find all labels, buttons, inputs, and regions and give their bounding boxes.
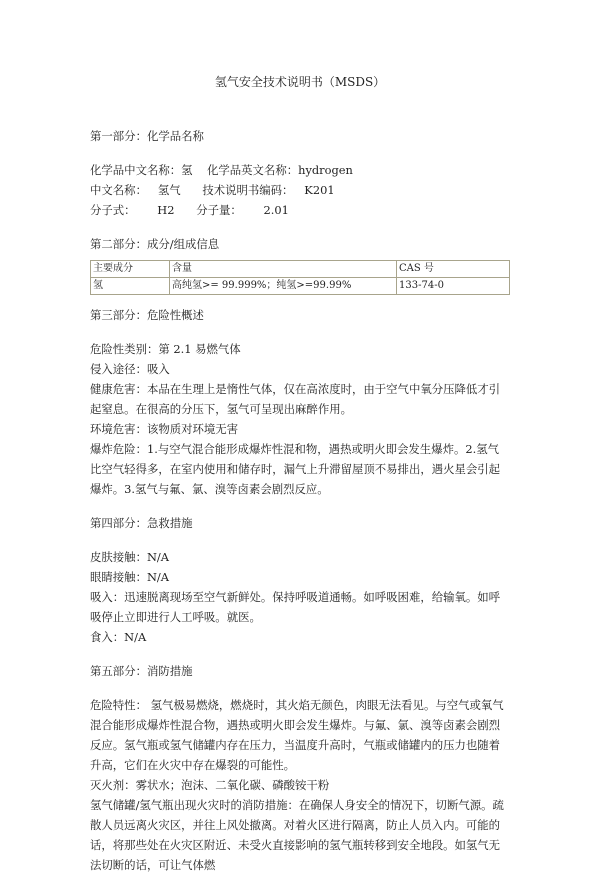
part3-line: 环境危害：该物质对环境无害 bbox=[90, 422, 239, 436]
part2-heading: 第二部分：成分/组成信息 bbox=[90, 237, 220, 251]
part5-section bbox=[90, 661, 510, 875]
composition-table bbox=[90, 260, 510, 295]
part1-heading: 第一部分：化学品名称 bbox=[90, 129, 204, 143]
part4-line: 皮肤接触：N/A bbox=[90, 550, 169, 564]
table-cell: 高纯氢>= 99.999%；纯氢>=99.99% bbox=[170, 278, 397, 295]
part3-section bbox=[90, 305, 510, 499]
part5-line: 氢气储罐/氢气瓶出现火灾时的消防措施：在确保人身安全的情况下，切断气源。疏散人员远离火灾区，并往上风处撤离。对着火区进行隔离，防止人员入内。可能的话，将那些处在火灾区附近、未受火直接影响的氢气瓶转移到安全地段。如氢气无法切断的话，可让气体燃 bbox=[90, 798, 504, 872]
part3-line: 危险性类别：第 2.1 易燃气体 bbox=[90, 342, 241, 356]
table-cell: 133-74-0 bbox=[397, 278, 510, 295]
part4-line: 食入：N/A bbox=[90, 630, 147, 644]
part3-line: 侵入途径：吸入 bbox=[90, 362, 170, 376]
part3-heading: 第三部分：危险性概述 bbox=[90, 308, 204, 322]
table-header-cell: 主要成分 bbox=[91, 261, 170, 278]
table-cell: 氢 bbox=[91, 278, 170, 295]
table-header-cell: CAS 号 bbox=[397, 261, 510, 278]
part5-line: 危险特性： 氢气极易燃烧，燃烧时，其火焰无颜色，肉眼无法看见。与空气或氧气混合能形成爆炸性混合物，遇热或明火即会发生爆炸。与氟、氯、溴等卤素会剧烈反应。氢气瓶或氢气储罐内存在压力，当温度升高时，气瓶或储罐内的压力也随着升高，它们在火灾中存在爆裂的可能性。 bbox=[90, 698, 504, 772]
part4-line: 眼睛接触：N/A bbox=[90, 570, 169, 584]
part4-heading: 第四部分：急救措施 bbox=[90, 516, 193, 530]
part1-line1: 化学品中文名称：氢 化学品英文名称：hydrogen bbox=[90, 163, 353, 177]
part5-line: 灭火剂：雾状水；泡沫、二氧化碳、磷酸铵干粉 bbox=[90, 778, 330, 792]
table-header-row bbox=[91, 261, 510, 278]
document-title: 氢气安全技术说明书（MSDS） bbox=[214, 75, 386, 89]
part1-section bbox=[90, 126, 510, 220]
part4-line: 吸入：迅速脱离现场至空气新鲜处。保持呼吸道通畅。如呼吸困难，给输氧。如呼吸停止立即进行人工呼吸。就医。 bbox=[90, 590, 501, 624]
part1-line3: 分子式： H2 分子量： 2.01 bbox=[90, 203, 289, 217]
part5-heading: 第五部分：消防措施 bbox=[90, 664, 193, 678]
part4-section bbox=[90, 513, 510, 647]
part3-line: 爆炸危险：1.与空气混合能形成爆炸性混和物，遇热或明火即会发生爆炸。2.氢气比空气轻得多，在室内使用和储存时，漏气上升滞留屋顶不易排出，遇火星会引起爆炸。3.氢气与氟、氯、溴等卤素会剧烈反应。 bbox=[90, 442, 501, 496]
table-header-cell: 含量 bbox=[170, 261, 397, 278]
table-row bbox=[91, 278, 510, 295]
part1-line2: 中文名称： 氢气 技术说明书编码： K201 bbox=[90, 183, 335, 197]
part3-line: 健康危害：本品在生理上是惰性气体，仅在高浓度时，由于空气中氧分压降低才引起窒息。在很高的分压下，氢气可呈现出麻醉作用。 bbox=[90, 382, 501, 416]
part2-section bbox=[90, 234, 510, 295]
